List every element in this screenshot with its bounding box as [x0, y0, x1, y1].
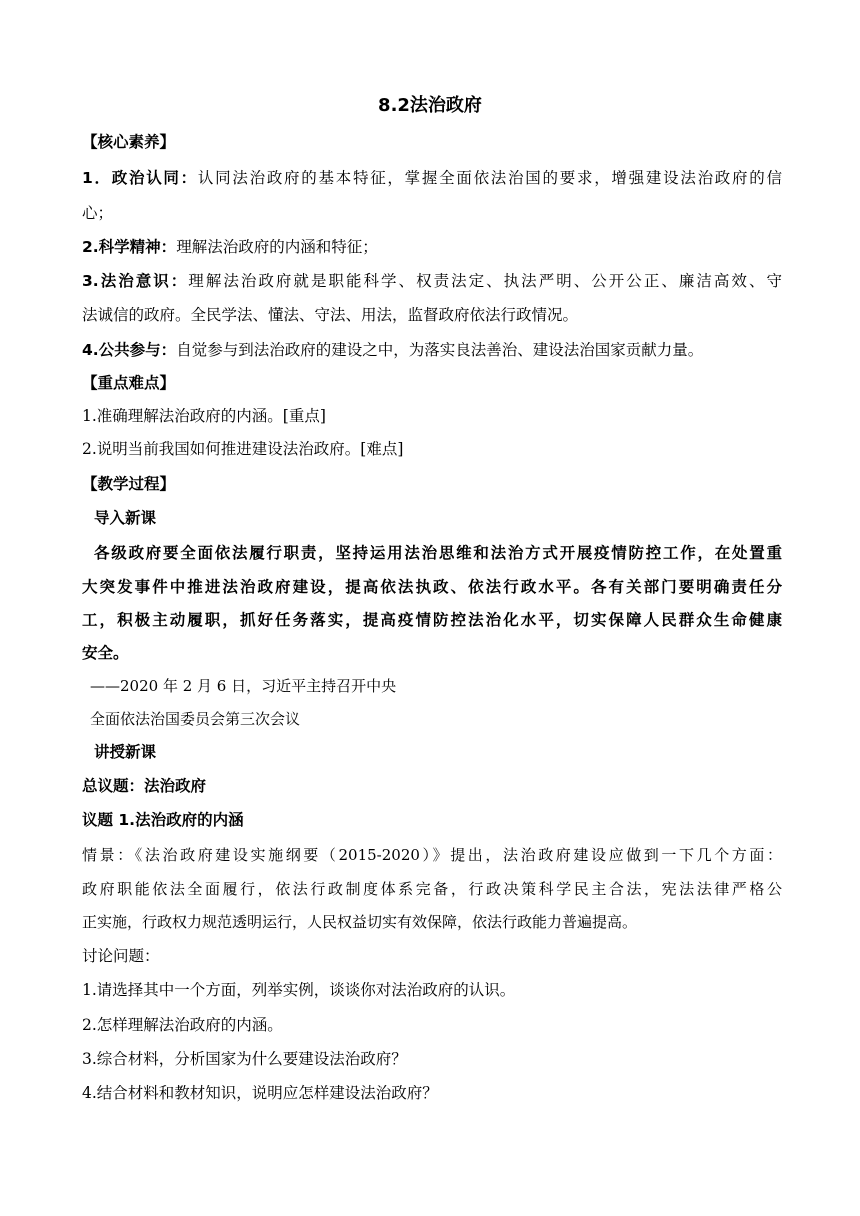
key-point-1: 1.准确理解法治政府的内涵。[重点]: [82, 407, 326, 425]
core-item-3: [82, 271, 782, 291]
core-literacy-heading: 【核心素养】: [82, 133, 176, 151]
core-item-3-text: 理解法治政府就是职能科学、权责法定、执法严明、公开公正、廉洁高效、守: [188, 272, 782, 290]
intro-heading: 导入新课: [94, 509, 157, 527]
key-points-heading: 【重点难点】: [82, 374, 176, 392]
lecture-heading: 讲授新课: [94, 743, 157, 761]
core-item-3-label: 3.法治意识：: [82, 272, 189, 290]
discussion-q4: 4.结合材料和教材知识，说明应怎样建设法治政府？: [82, 1084, 438, 1102]
core-item-1: [82, 168, 782, 188]
core-item-1-text: 认同法治政府的基本特征，掌握全面依法治国的要求，增强建设法治政府的信: [197, 169, 782, 187]
scenario-line-2: 政府职能依法全面履行，依法行政制度体系完备，行政决策科学民主合法，宪法法律严格公: [82, 880, 782, 898]
core-item-4-label: 4.公共参与：: [82, 341, 177, 359]
quote-source-1: ——2020 年 2 月 6 日，习近平主持召开中央: [90, 677, 397, 695]
core-item-3-cont: 法诚信的政府。全民学法、懂法、守法、用法，监督政府依法行政情况。: [82, 306, 579, 324]
discussion-q2: 2.怎样理解法治政府的内涵。: [82, 1016, 283, 1034]
scenario-line-1: 情景：《法治政府建设实施纲要（2015-2020）》提出，法治政府建设应做到一下几个方面：: [82, 846, 782, 864]
topic-1: 议题 1.法治政府的内涵: [82, 811, 244, 829]
core-item-4-text: 自觉参与到法治政府的建设之中，为落实良法善治、建设法治国家贡献力量。: [176, 341, 704, 359]
quote-line-2: 大突发事件中推进法治政府建设，提高依法执政、依法行政水平。各有关部门要明确责任分: [82, 577, 782, 596]
overall-topic: 总议题：法治政府: [82, 777, 207, 795]
core-item-1-label: 1．政治认同：: [82, 169, 198, 187]
discussion-q3: 3.综合材料，分析国家为什么要建设法治政府？: [82, 1050, 407, 1068]
teaching-process-heading: 【教学过程】: [82, 475, 176, 493]
core-item-1-cont: 心；: [82, 204, 114, 222]
quote-line-3: 工，积极主动履职，抓好任务落实，提高疫情防控法治化水平，切实保障人民群众生命健康: [82, 610, 782, 629]
quote-line-1: 各级政府要全面依法履行职责，坚持运用法治思维和法治方式开展疫情防控工作，在处置重: [94, 543, 782, 562]
core-item-2: [82, 237, 782, 257]
discussion-heading: 讨论问题：: [82, 947, 160, 965]
page-title: 8.2法治政府: [378, 95, 482, 116]
quote-line-4: 安全。: [82, 643, 129, 662]
scenario-line-3: 正实施，行政权力规范透明运行，人民权益切实有效保障，依法行政能力普遍提高。: [82, 913, 638, 931]
core-item-2-label: 2.科学精神：: [82, 238, 177, 256]
discussion-q1: 1.请选择其中一个方面，列举实例，谈谈你对法治政府的认识。: [82, 981, 516, 999]
quote-source-2: 全面依法治国委员会第三次会议: [90, 710, 301, 728]
key-point-2: 2.说明当前我国如何推进建设法治政府。[难点]: [82, 440, 404, 458]
core-item-2-text: 理解法治政府的内涵和特征；: [176, 238, 378, 256]
core-item-4: [82, 340, 782, 360]
